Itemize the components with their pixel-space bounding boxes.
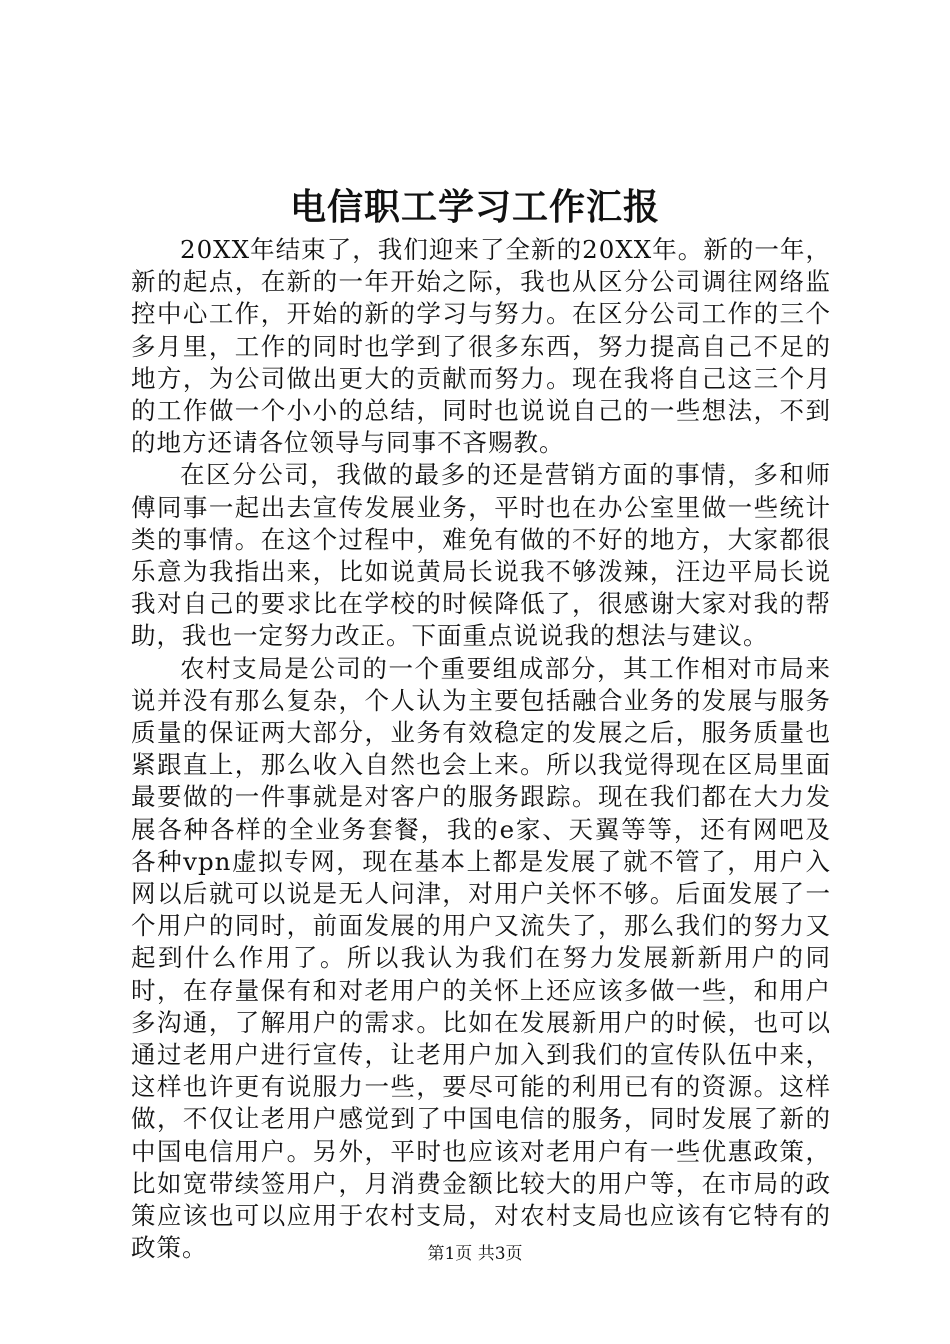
paragraph-3: 农村支局是公司的一个重要组成部分，其工作相对市局来说并没有那么复杂，个人认为主要包括融合业务的发展与服务质量的保证两大部分，业务有效稳定的发展之后，服务质量也紧跟直上，那么收入自然也会上来。所以我觉得现在区局里面最要做的一件事就是对客户的服务跟踪。现在我们都在大力发展各种各样的全业务套餐，我的e家、天翼等等，还有网吧及各种vpn虚拟专网，现在基本上都是发展了就不管了，用户入网以后就可以说是无人问津，对用户关怀不够。后面发展了一个用户的同时，前面发展的用户又流失了，那么我们的努力又起到什么作用了。所以我认为我们在努力发展新新用户的同时，在存量保有和对老用户的关怀上还应该多做一些，和用户多沟通，了解用户的需求。比如在发展新用户的时候，也可以通过老用户进行宣传，让老用户加入到我们的宣传队伍中来，这样也许更有说服力一些，要尽可能的利用已有的资源。这样做，不仅让老用户感觉到了中国电信的服务，同时发展了新的中国电信用户。另外，平时也应该对老用户有一些优惠政策，比如宽带续签用户，月消费金额比较大的用户等，在市局的政策应该也可以应用于农村支局，对农村支局也应该有它特有的政策。 <box>131 653 831 1263</box>
document-title: 电信职工学习工作汇报 <box>289 187 660 228</box>
page-number-footer: 第1页 共3页 <box>427 1244 523 1264</box>
paragraph-1: 20XX年结束了，我们迎来了全新的20XX年。新的一年，新的起点，在新的一年开始之际，我也从区分公司调往网络监控中心工作，开始的新的学习与努力。在区分公司工作的三个多月里，工作的同时也学到了很多东西，努力提高自己不足的地方，为公司做出更大的贡献而努力。现在我将自己这三个月的工作做一个小小的总结，同时也说说自己的一些想法，不到的地方还请各位领导与同事不吝赐教。 <box>131 235 831 458</box>
paragraph-2: 在区分公司，我做的最多的还是营销方面的事情，多和师傅同事一起出去宣传发展业务，平时也在办公室里做一些统计类的事情。在这个过程中，难免有做的不好的地方，大家都很乐意为我指出来，比如说黄局长说我不够泼辣，汪边平局长说我对自己的要求比在学校的时候降低了，很感谢大家对我的帮助，我也一定努力改正。下面重点说说我的想法与建议。 <box>131 460 831 651</box>
document-body <box>131 234 831 1265</box>
